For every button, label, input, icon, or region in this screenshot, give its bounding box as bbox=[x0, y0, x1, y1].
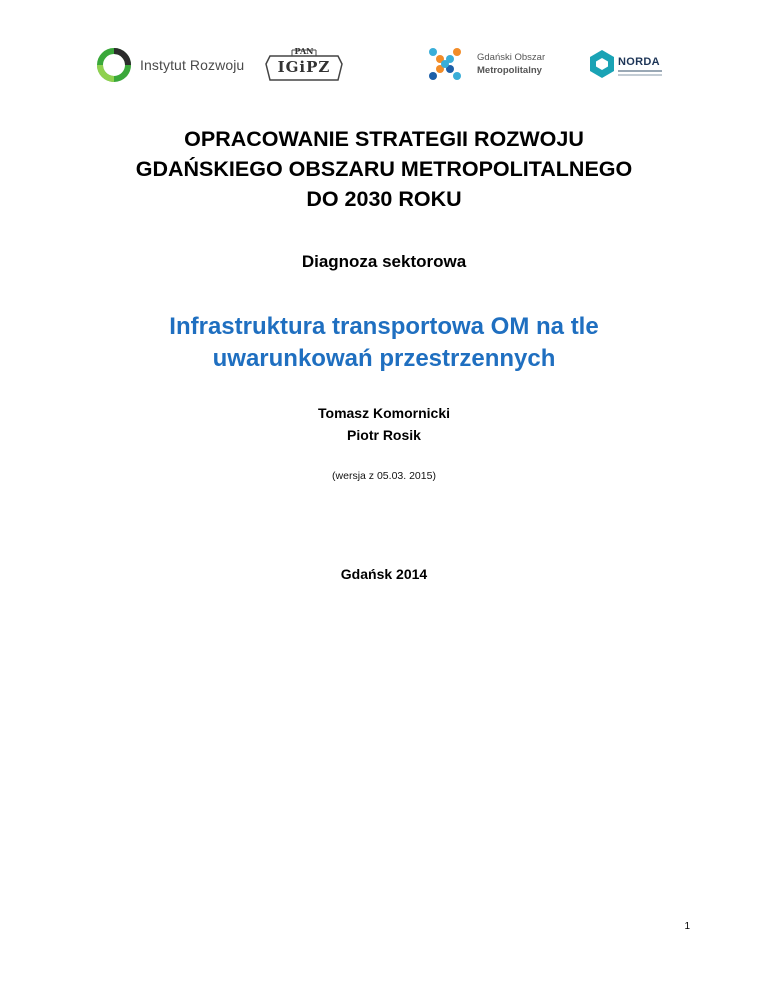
topic-line-1: Infrastruktura transportowa OM na tle bbox=[169, 313, 599, 340]
norda-tagline-lines bbox=[618, 70, 662, 72]
place-year: Gdańsk 2014 bbox=[340, 566, 428, 582]
title-line-2: GDAŃSKIEGO OBSZARU METROPOLITALNEGO bbox=[135, 157, 633, 181]
pan-label: PAN bbox=[294, 46, 314, 56]
page-number: 1 bbox=[684, 921, 690, 932]
author-name: Tomasz Komornicki bbox=[318, 405, 450, 421]
gom-name-line1: Gdański Obszar bbox=[477, 52, 546, 63]
authors bbox=[0, 402, 768, 446]
green-ring-icon bbox=[96, 47, 132, 83]
version-note: (wersja z 05.03. 2015) bbox=[332, 470, 436, 482]
document-subtitle: Diagnoza sektorowa bbox=[301, 252, 467, 271]
document-topic bbox=[0, 311, 768, 375]
norda-text bbox=[618, 56, 662, 72]
norda-hexagon-icon bbox=[589, 49, 615, 79]
instytut-rozwoju-name: Instytut Rozwoju bbox=[140, 57, 245, 73]
gom-name bbox=[477, 51, 545, 77]
norda-logo bbox=[589, 44, 662, 84]
gom-name-line2: Metropolitalny bbox=[477, 65, 542, 76]
pan-igipz-logo bbox=[264, 44, 344, 84]
gom-logo bbox=[425, 44, 545, 84]
title-line-3: DO 2030 ROKU bbox=[306, 187, 462, 211]
author-name: Piotr Rosik bbox=[347, 427, 421, 443]
igipz-label: IGiPZ bbox=[277, 58, 331, 76]
norda-brand: NORDA bbox=[618, 56, 660, 68]
gom-cross-icon bbox=[425, 44, 465, 84]
topic-line-2: uwarunkowań przestrzennych bbox=[212, 345, 556, 372]
instytut-rozwoju-logo bbox=[96, 46, 244, 84]
title-line-1: OPRACOWANIE STRATEGII ROZWOJU bbox=[184, 127, 584, 151]
document-title bbox=[0, 124, 768, 214]
